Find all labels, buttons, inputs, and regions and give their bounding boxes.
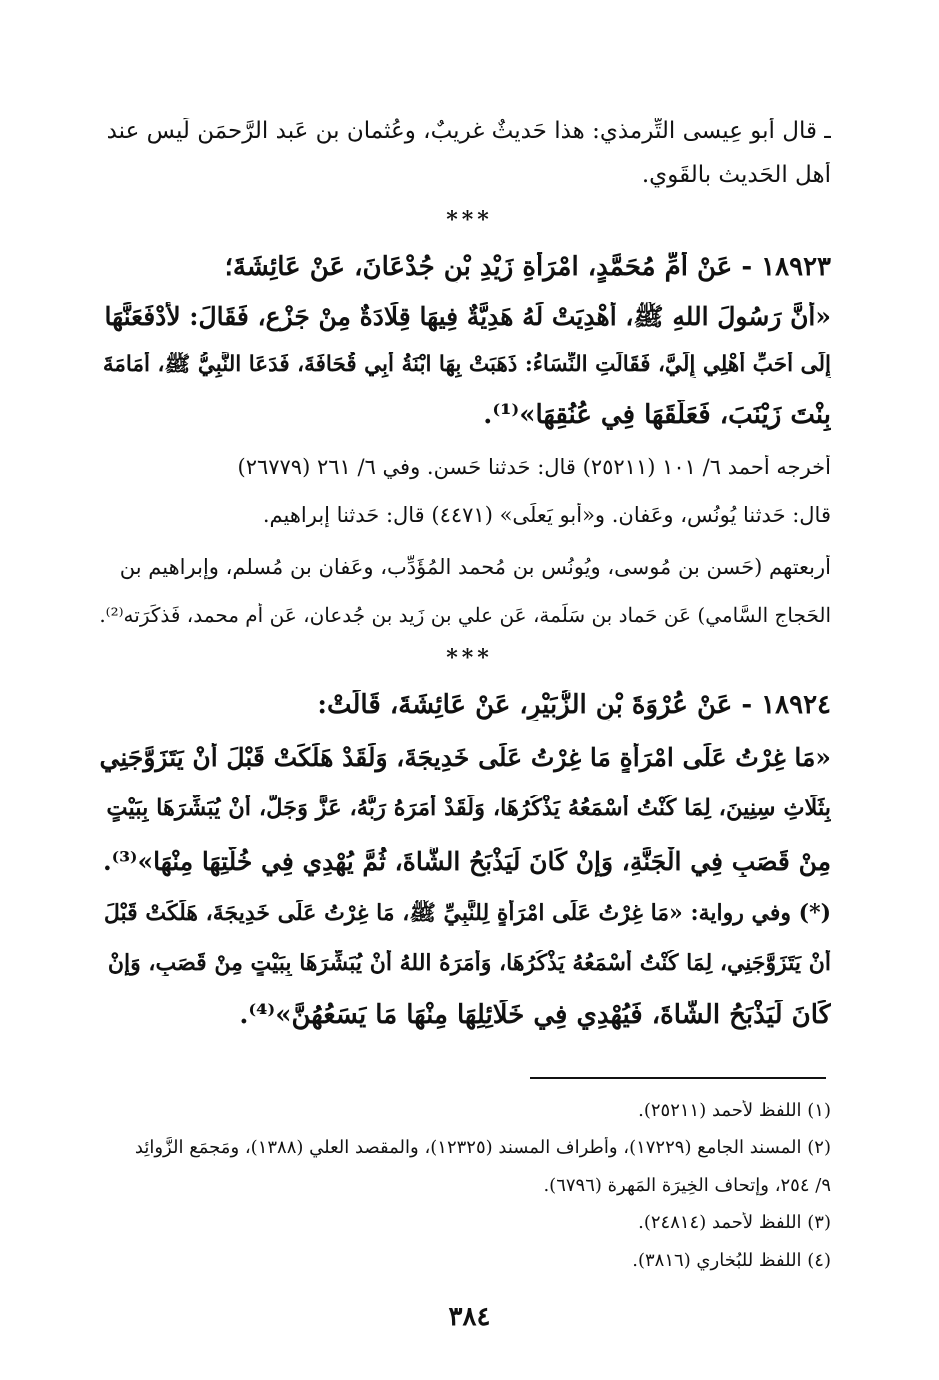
section-separator: *** xyxy=(446,207,493,233)
footnote-divider xyxy=(530,1077,826,1079)
hadith-18923-text-line-2: إِلَى أَحَبِّ أَهْلِي إِلَيَّ، فَقَالَتِ النِّسَاءُ: ذَهَبَتْ بِهَا ابْنَةُ أَبِي قُحَافَةَ، فَدَعَا النَّبِيُّ ﷺ، أُمَامَةَ xyxy=(102,352,831,377)
hadith-18924-riwaya-line-2: أَنْ يَتَزَوَّجَنِي، لِمَا كُنْتُ أَسْمَعُهُ يَذْكُرُهَا، وَأَمَرَهُ اللهُ أَنْ يُبَشِّرَهَا بِبَيْتٍ مِنْ قَصَبٍ، وَإِنْ xyxy=(107,950,831,976)
hadith-18923-header: ١٨٩٢٣ - عَنْ أُمِّ مُحَمَّدٍ، امْرَأَةِ زَيْدِ بْنِ جُدْعَانَ، عَنْ عَائِشَةَ؛ xyxy=(224,252,831,282)
hadith-18923-takhrij-line-1: أخرجه أحمد ٦/ ١٠١ (٢٥٢١١) قال: حَدثنا حَسن. وفي ٦/ ٢٦١ (٢٦٧٧٩) xyxy=(237,455,831,479)
intro-line-2: أهل الحَديث بالقَوي. xyxy=(641,162,831,188)
hadith-18924-text-line-3: مِنْ قَصَبٍ فِي الْجَنَّةِ، وَإِنْ كَانَ لَيَذْبَحُ الشَّاةَ، ثُمَّ يُهْدِي فِي خُلَّتِهَا مِنْهَا»⁽³⁾. xyxy=(102,847,831,876)
hadith-18923-text-line-3: بِنْتَ زَيْنَبَ، فَعَلَّقَهَا فِي عُنُقِهَا»⁽¹⁾. xyxy=(483,400,831,430)
intro-line-1: ـ قال أبو عِيسى التِّرمذي: هذا حَديثٌ غريبٌ، وعُثمان بن عَبد الرَّحمَن لَيس عند xyxy=(106,118,831,144)
hadith-18923-takhrij-line-4: الحَجاج السَّامي) عَن حَماد بن سَلَمة، عَن علي بن زَيد بن جُدعان، عَن أُم محمد، فَذكَرَته⁽²⁾. xyxy=(99,603,831,627)
hadith-18923-takhrij-line-3: أربعتهم (حَسن بن مُوسى، ويُونُس بن مُحمد المُؤَدِّب، وعَفان بن مُسلم، وإبراهيم بن xyxy=(119,555,831,579)
hadith-18924-header: ١٨٩٢٤ - عَنْ عُرْوَةَ بْنِ الزُّبَيْرِ، عَنْ عَائِشَةَ، قَالَتْ: xyxy=(317,690,831,720)
hadith-18923-takhrij-line-2: قال: حَدثنا يُونُس، وعَفان. و«أَبو يَعلَى» (٤٤٧١) قال: حَدثنا إبراهيم. xyxy=(262,503,831,527)
hadith-18924-riwaya-line-3: كَانَ لَيَذْبَحُ الشَّاةَ، فَيُهْدِي فِي خَلَائِلِهَا مِنْهَا مَا يَسَعُهُنَّ»⁽⁴⁾. xyxy=(239,1000,831,1030)
hadith-18923-text-line-1: «أَنَّ رَسُولَ اللهِ ﷺ، أُهْدِيَتْ لَهُ هَدِيَّةٌ فِيهَا قِلَادَةٌ مِنْ جَزْعٍ، فَقَالَ: لأَدْفَعَنَّهَا xyxy=(104,302,831,331)
section-separator: *** xyxy=(446,645,493,671)
footnote-1: (١) اللفظ لأحمد (٢٥٢١١). xyxy=(638,1100,831,1121)
footnote-4: (٤) اللفظ للبُخاري (٣٨١٦). xyxy=(632,1250,831,1271)
hadith-18924-riwaya-line-1: (*) وفي رواية: «مَا غِرْتُ عَلَى امْرَأَةٍ لِلنَّبِيِّ ﷺ، مَا غِرْتُ عَلَى خَدِيجَةَ، هَلَكَتْ قَبْلَ xyxy=(103,900,831,926)
hadith-18924-text-line-2: بِثَلَاثِ سِنِينَ، لِمَا كُنْتُ أَسْمَعُهُ يَذْكُرُهَا، وَلَقَدْ أَمَرَهُ رَبُّهُ، عَزَّ وَجَلَّ، أَنْ يُبَشِّرَهَا بِبَيْتٍ xyxy=(106,795,831,821)
footnote-2-line-2: ٩/ ٢٥٤، وإتحاف الخِيرَة المَهرة (٦٧٩٦). xyxy=(543,1175,831,1196)
footnote-2-line-1: (٢) المسند الجامع (١٧٢٢٩)، وأطراف المسند (١٢٣٢٥)، والمقصد العلي (١٣٨٨)، ومَجمَع الزَّوائِد xyxy=(134,1137,831,1158)
hadith-18924-text-line-1: «مَا غِرْتُ عَلَى امْرَأَةٍ مَا غِرْتُ عَلَى خَدِيجَةَ، وَلَقَدْ هَلَكَتْ قَبْلَ أَنْ يَتَزَوَّجَنِي xyxy=(99,743,831,772)
footnote-3: (٣) اللفظ لأحمد (٢٤٨١٤). xyxy=(638,1212,831,1233)
page-number: ٣٨٤ xyxy=(448,1302,491,1332)
